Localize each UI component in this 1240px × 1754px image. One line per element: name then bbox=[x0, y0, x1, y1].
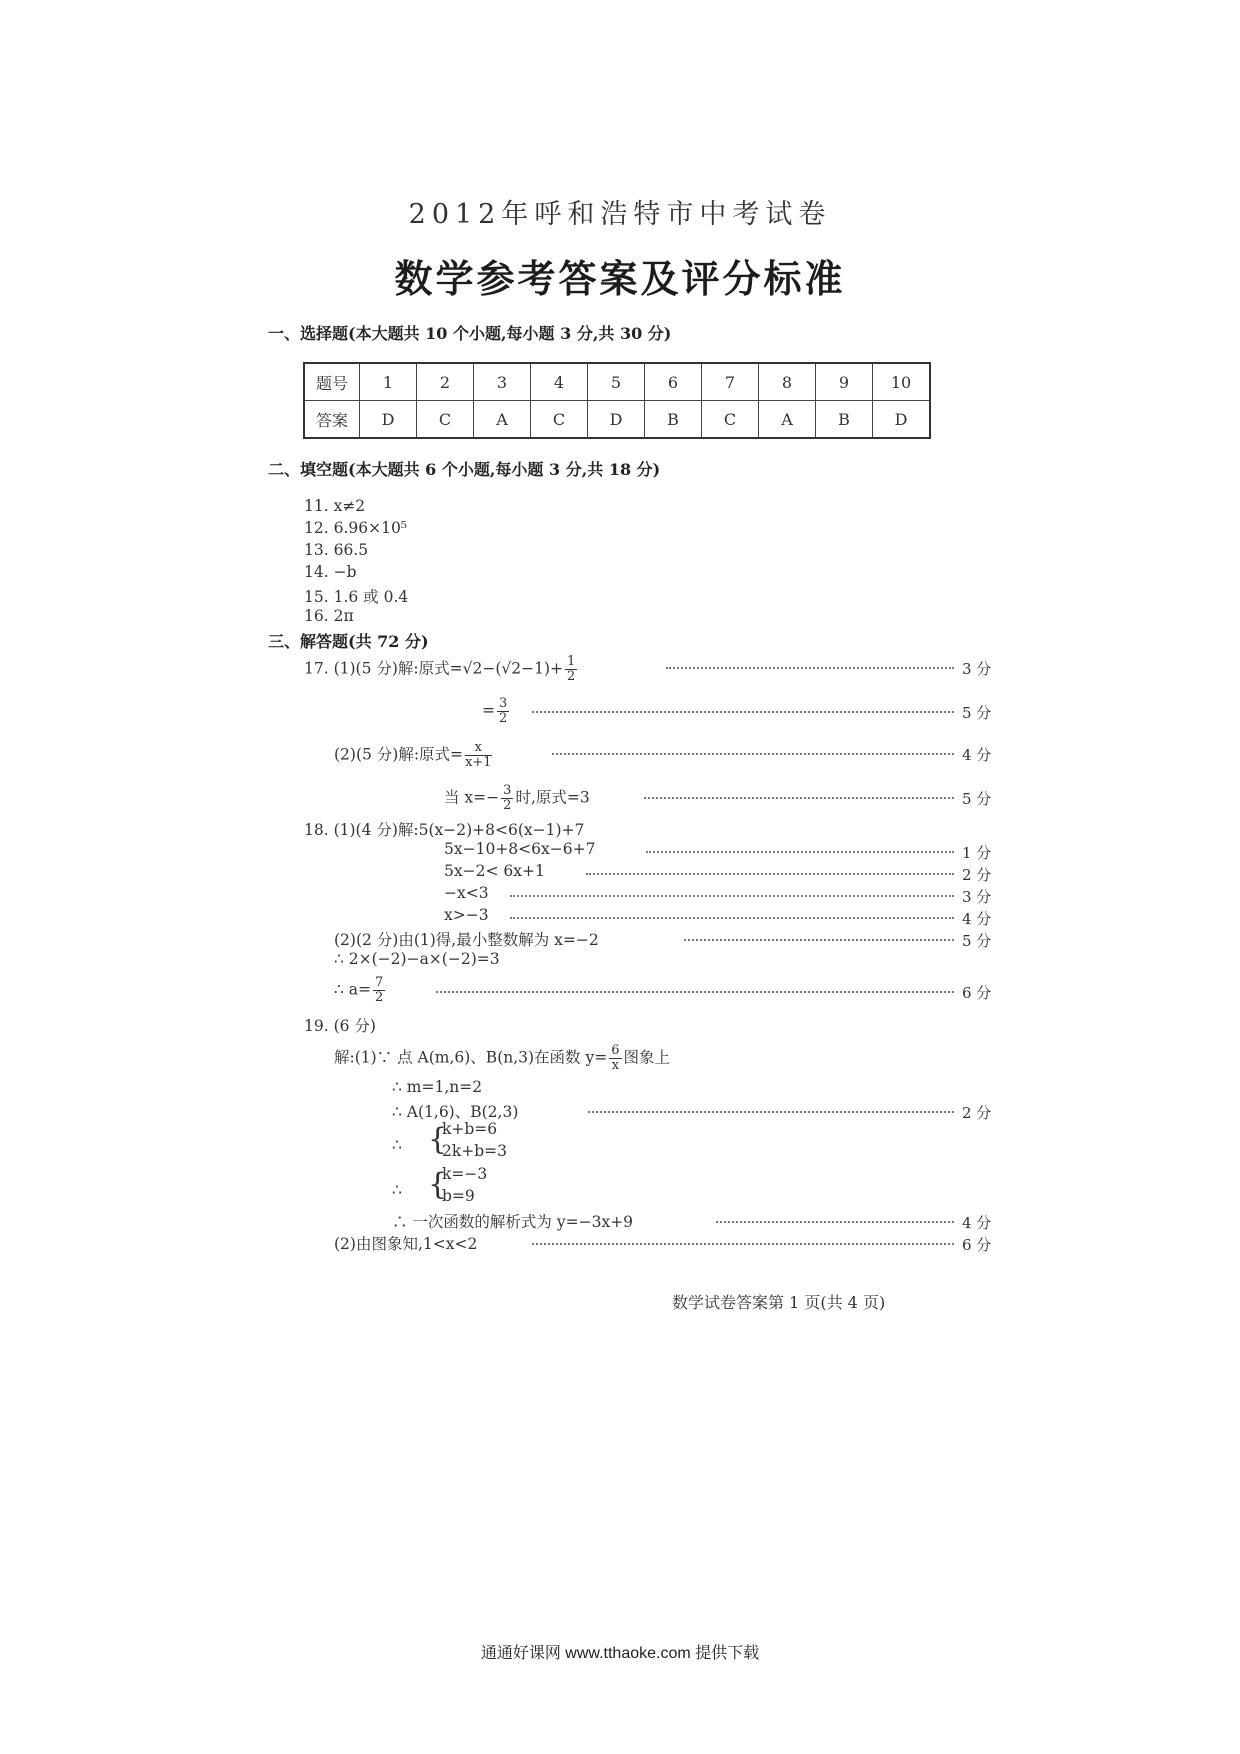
section3-heading: 三、解答题(共 72 分) bbox=[268, 632, 429, 651]
therefore-symbol: ∴ bbox=[392, 1181, 402, 1199]
q18-line4: −x<3 bbox=[444, 884, 489, 902]
dot-leader bbox=[552, 753, 954, 755]
fraction: $\frac{3}{2}$ bbox=[503, 783, 512, 813]
score: 4 分 bbox=[962, 746, 992, 764]
dot-leader bbox=[684, 939, 954, 941]
dot-leader bbox=[436, 991, 954, 993]
row-label-answer: 答案 bbox=[304, 401, 360, 439]
table-cell: 7 bbox=[702, 363, 759, 401]
table-cell: A bbox=[474, 401, 531, 439]
q17-line4: 当 x=− $\frac{3}{2}$ 时,原式=3 bbox=[444, 783, 590, 813]
q17-line3: (2)(5 分)解:原式= $\frac{x}{x+1}$ bbox=[334, 740, 492, 770]
list-item: 15. 1.6 或 0.4 bbox=[304, 588, 409, 606]
q18-line6: (2)(2 分)由(1)得,最小整数解为 x=−2 bbox=[334, 931, 599, 949]
fraction: $\frac{3}{2}$ bbox=[499, 696, 508, 726]
equation: 2k+b=3 bbox=[442, 1142, 508, 1160]
dot-leader bbox=[586, 873, 954, 875]
dot-leader bbox=[644, 797, 954, 799]
table-cell: 5 bbox=[588, 363, 645, 401]
page-number: 数学试卷答案第 1 页(共 4 页) bbox=[672, 1293, 886, 1312]
table-cell: C bbox=[702, 401, 759, 439]
score: 3 分 bbox=[962, 660, 992, 678]
table-cell: B bbox=[816, 401, 873, 439]
q17-line1-text: 17. (1)(5 分)解:原式=√2−(√2−1)+ bbox=[304, 659, 564, 678]
q17-line2: = $\frac{3}{2}$ bbox=[482, 696, 508, 726]
score: 6 分 bbox=[962, 984, 992, 1002]
score: 5 分 bbox=[962, 704, 992, 722]
q18-line5: x>−3 bbox=[444, 906, 489, 924]
score: 5 分 bbox=[962, 932, 992, 950]
table-cell: 10 bbox=[873, 363, 931, 401]
list-item: 14. −b bbox=[304, 563, 357, 581]
table-cell: C bbox=[417, 401, 474, 439]
therefore-symbol: ∴ bbox=[392, 1136, 402, 1154]
brace-icon: { bbox=[428, 1122, 448, 1157]
section1-heading: 一、选择题(本大题共 10 个小题,每小题 3 分,共 30 分) bbox=[268, 324, 672, 343]
list-item: 12. 6.96×10⁵ bbox=[304, 519, 408, 537]
q17-line1 bbox=[304, 655, 579, 684]
fraction: $\frac{6}{x}$ bbox=[611, 1043, 620, 1073]
dot-leader bbox=[716, 1221, 954, 1223]
score: 5 分 bbox=[962, 790, 992, 808]
score: 4 分 bbox=[962, 1214, 992, 1232]
table-cell: C bbox=[531, 401, 588, 439]
q18-line3: 5x−2< 6x+1 bbox=[444, 862, 545, 880]
q19-line4: ∴ A(1,6)、B(2,3) bbox=[392, 1103, 519, 1121]
dot-leader bbox=[510, 895, 954, 897]
q18-line1: 18. (1)(4 分)解:5(x−2)+8<6(x−1)+7 bbox=[304, 821, 585, 839]
row-label-number: 题号 bbox=[304, 363, 360, 401]
answer-table bbox=[303, 362, 931, 439]
q19-line3: ∴ m=1,n=2 bbox=[392, 1078, 483, 1096]
q18-line7: ∴ 2×(−2)−a×(−2)=3 bbox=[334, 950, 500, 968]
fraction: $\frac{x}{x+1}$ bbox=[465, 740, 492, 770]
equation: k=−3 bbox=[442, 1165, 488, 1183]
q19-line2: 解:(1)∵ 点 A(m,6)、B(n,3)在函数 y= $\frac{6}{x}$ 图象上 bbox=[334, 1043, 671, 1073]
table-cell: 4 bbox=[531, 363, 588, 401]
table-cell: B bbox=[645, 401, 702, 439]
table-row bbox=[304, 401, 930, 439]
site-footer: 通通好课网 www.tthaoke.com 提供下载 bbox=[480, 1645, 760, 1662]
dot-leader bbox=[666, 667, 954, 669]
score: 4 分 bbox=[962, 910, 992, 928]
table-row bbox=[304, 363, 930, 401]
score: 2 分 bbox=[962, 1104, 992, 1122]
dot-leader bbox=[588, 1111, 954, 1113]
equation: k+b=6 bbox=[442, 1120, 498, 1138]
q19-line1: 19. (6 分) bbox=[304, 1017, 376, 1035]
list-item: 16. 2π bbox=[304, 607, 354, 625]
fraction: $\frac{7}{2}$ bbox=[375, 975, 384, 1005]
brace-icon: { bbox=[428, 1167, 448, 1202]
q19-line8: (2)由图象知,1<x<2 bbox=[334, 1235, 478, 1253]
q19-line7: ∴ 一次函数的解析式为 y=−3x+9 bbox=[392, 1213, 634, 1231]
dot-leader bbox=[532, 711, 954, 713]
table-cell: 8 bbox=[759, 363, 816, 401]
score: 1 分 bbox=[962, 844, 992, 862]
table-cell: 2 bbox=[417, 363, 474, 401]
table-cell: D bbox=[588, 401, 645, 439]
table-cell: A bbox=[759, 401, 816, 439]
table-cell: D bbox=[873, 401, 931, 439]
table-cell: D bbox=[360, 401, 417, 439]
table-cell: 3 bbox=[474, 363, 531, 401]
exam-title: 2012年呼和浩特市中考试卷 bbox=[408, 199, 832, 230]
fraction: $\frac{1}{2}$ bbox=[567, 654, 576, 684]
table-cell: 9 bbox=[816, 363, 873, 401]
dot-leader bbox=[532, 1243, 954, 1245]
score: 6 分 bbox=[962, 1236, 992, 1254]
dot-leader bbox=[510, 917, 954, 919]
q18-line8: ∴ a= $\frac{7}{2}$ bbox=[334, 975, 384, 1005]
score: 3 分 bbox=[962, 888, 992, 906]
section2-heading: 二、填空题(本大题共 6 个小题,每小题 3 分,共 18 分) bbox=[268, 460, 661, 479]
q18-line2: 5x−10+8<6x−6+7 bbox=[444, 840, 596, 858]
list-item: 11. x≠2 bbox=[304, 497, 366, 515]
score: 2 分 bbox=[962, 866, 992, 884]
table-cell: 1 bbox=[360, 363, 417, 401]
answer-key-title: 数学参考答案及评分标准 bbox=[394, 256, 846, 301]
list-item: 13. 66.5 bbox=[304, 541, 369, 559]
dot-leader bbox=[646, 851, 954, 853]
equation: b=9 bbox=[442, 1187, 475, 1205]
table-cell: 6 bbox=[645, 363, 702, 401]
